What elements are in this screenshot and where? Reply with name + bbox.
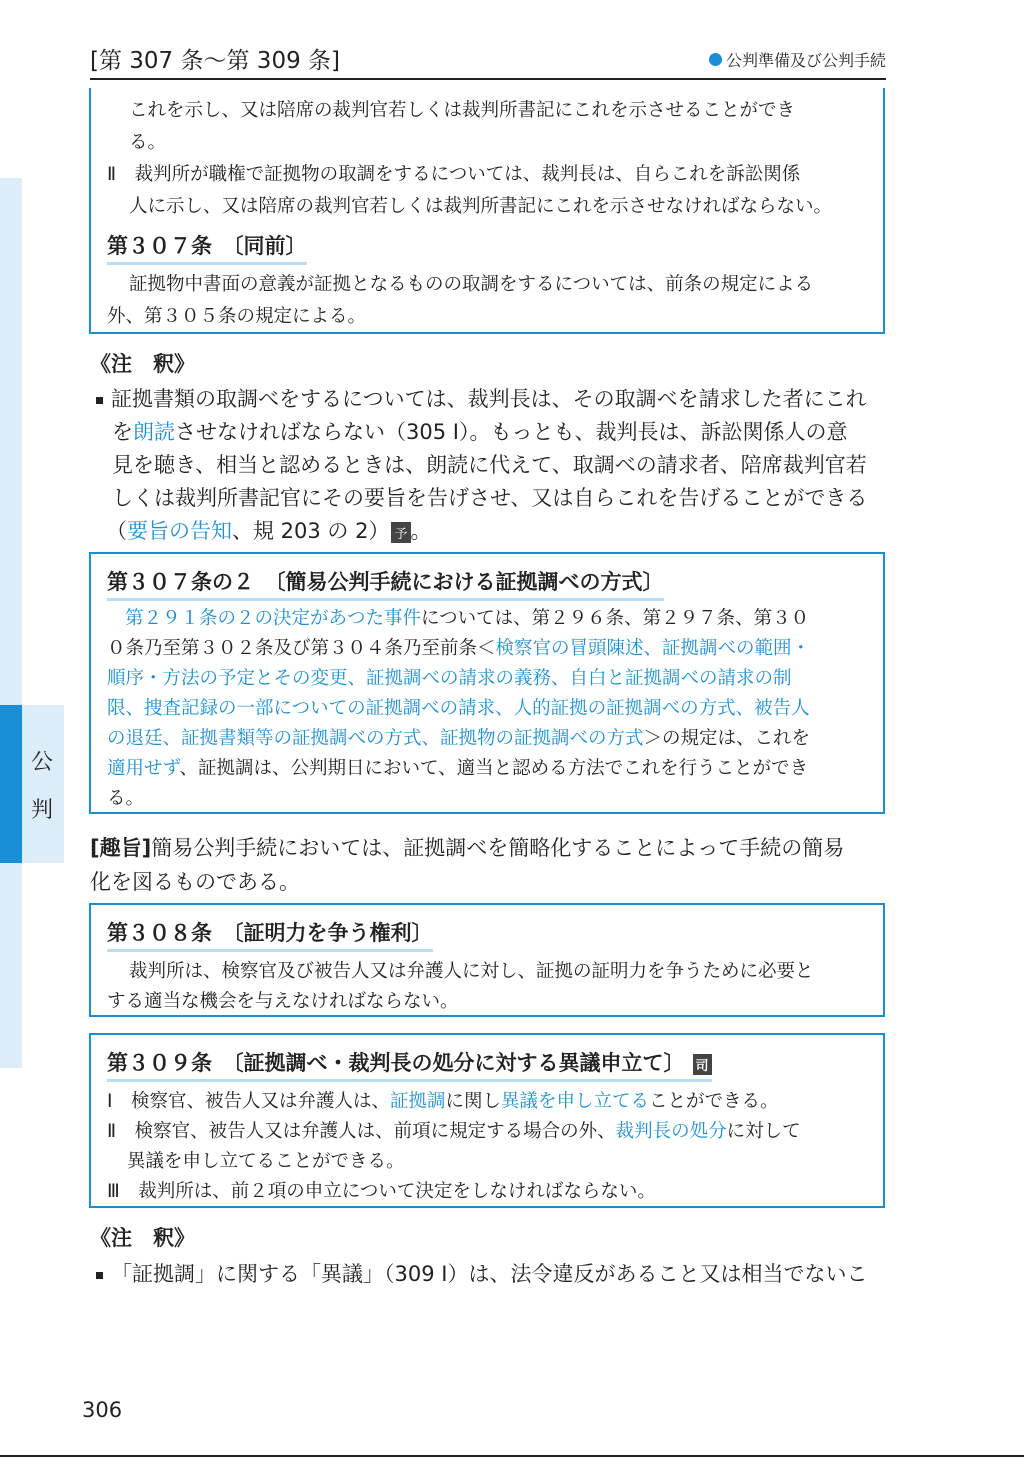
text-line: Ⅱ 検察官、被告人又は弁護人は、前項に規定する場合の外、裁判長の処分に対して [107,1121,801,1142]
link-term[interactable]: 朗読 [133,420,175,444]
text-line: る。 [107,788,145,809]
article-box-306-307 [89,88,885,334]
note-line: 見を聴き、相当と認めるときは、朗読に代えて、取調べの請求者、陪席裁判官若 [112,453,867,477]
note-heading: 《注 釈》 [90,352,195,376]
side-tab-label [22,705,64,863]
text-line: 第２９１条の２の決定があつた事件については、第２９６条、第２９７条、第３０ [125,608,810,629]
yobi-tag-icon: 予 [391,522,410,543]
side-tab-char-2: 判 [31,798,54,823]
purpose-line: [趣旨]簡易公判手続においては、証拠調べを簡略化することによって手続の簡易 [90,836,845,860]
purpose-line: 化を図るものである。 [90,870,300,894]
text-line: ０条乃至第３０２条及び第３０４条乃至前条＜検察官の冒頭陳述、証拠調べの範囲・ [107,638,811,659]
text-line: 人に示し、又は陪席の裁判官若しくは裁判所書記にこれを示させなければならない。 [129,196,833,217]
text-line: 適用せず、証拠調は、公判期日において、適当と認める方法でこれを行うことができ [107,758,809,779]
text-line: 証拠物中書面の意義が証拠となるものの取調をするについては、前条の規定による [129,274,814,295]
article-box-308 [89,903,885,1017]
note-heading: 《注 釈》 [90,1226,195,1250]
purpose-label: [趣旨] [90,836,152,860]
header-rule [90,78,886,80]
bullet-icon [96,397,103,404]
article-box-309 [89,1033,885,1208]
section-range: [第 307 条〜第 309 条] [90,48,340,74]
shi-tag-icon: 司 [693,1054,712,1075]
text-line: る。 [129,132,167,153]
article-title: 第３０８条 〔証明力を争う権利〕 [107,917,433,952]
page-header [90,42,886,78]
side-tab-track [0,178,22,1068]
text-line: Ⅲ 裁判所は、前２項の申立について決定をしなければならない。 [107,1181,656,1202]
text-line: の退廷、証拠書類等の証拠調べの方式、証拠物の証拠調べの方式＞の規定は、これを [107,728,811,749]
side-tab-char-1: 公 [31,750,54,775]
note-line: 「証拠調」に関する「異議」（309 Ⅰ）は、法令違反があること又は相当でないこ [96,1258,867,1288]
text-line: Ⅰ 検察官、被告人又は弁護人は、証拠調に関し異議を申し立てることができる。 [107,1091,779,1112]
footer-rule [0,1455,1024,1457]
text-line: 異議を申し立てることができる。 [127,1151,405,1172]
text-line: 外、第３０５条の規定による。 [107,306,367,327]
article-title: 第３０７条の２ 〔簡易公判手続における証拠調べの方式〕 [107,566,664,601]
link-term[interactable]: 要旨の告知 [127,519,232,543]
note-line: （要旨の告知、規 203 の 2） 予 。 [106,519,432,543]
chapter-title-text: 公判準備及び公判手続 [725,51,886,70]
text-line: 裁判所は、検察官及び被告人又は弁護人に対し、証拠の証明力を争うために必要と [129,961,814,982]
article-title: 第３０７条 〔同前〕 [107,230,307,265]
note-line: 証拠書類の取調べをするについては、裁判長は、その取調べを請求した者にこれ [96,383,867,413]
text-line: Ⅱ 裁判所が職権で証拠物の取調をするについては、裁判長は、自らこれを訴訟関係 [107,164,801,185]
note-line: を朗読させなければならない（305 Ⅰ）。もっとも、裁判長は、訴訟関係人の意 [112,420,848,444]
text-line: する適当な機会を与えなければならない。 [107,991,459,1012]
text-line: 順序・方法の予定とその変更、証拠調べの請求の義務、自白と証拠調べの請求の制 [107,668,792,689]
bullet-icon [96,1272,103,1279]
article-title: 第３０９条 〔証拠調べ・裁判長の処分に対する異議申立て〕 司 [107,1047,712,1082]
chapter-title [709,48,886,71]
page-number: 306 [82,1398,123,1422]
article-box-307-2 [89,552,885,814]
bullet-dot-icon [709,53,722,66]
text-line: 限、捜査記録の一部についての証拠調べの請求、人的証拠の証拠調べの方式、被告人 [107,698,810,719]
note-line: しくは裁判所書記官にその要旨を告げさせ、又は自らこれを告げることができる [112,486,868,510]
text-line: これを示し、又は陪席の裁判官若しくは裁判所書記にこれを示させることができ [129,100,796,121]
